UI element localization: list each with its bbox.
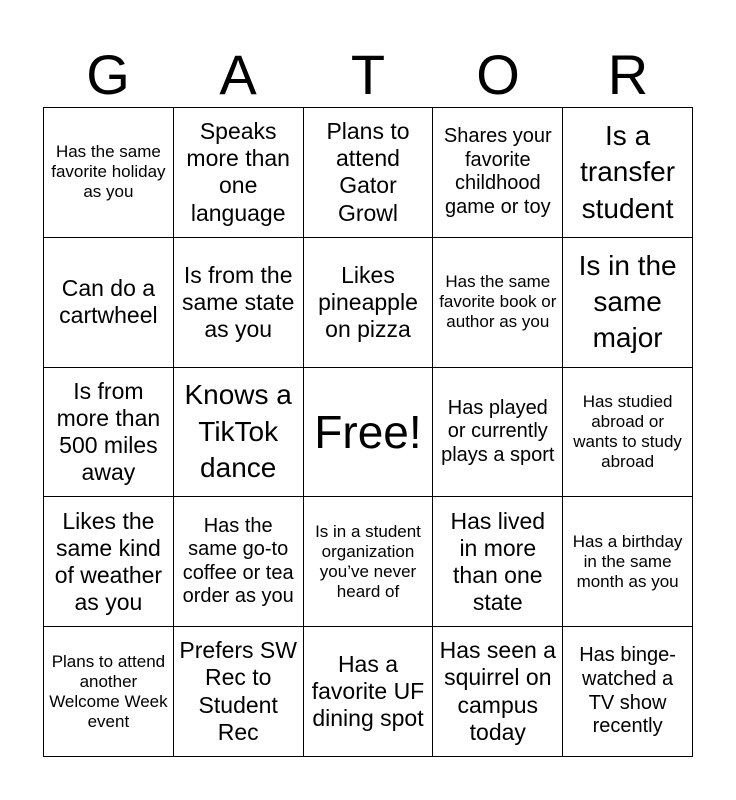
bingo-cell-text: Has a birthday in the same month as you <box>572 531 683 591</box>
bingo-cell[interactable] <box>563 238 693 368</box>
bingo-cell-text: Is in the same major <box>578 249 677 354</box>
bingo-cell[interactable] <box>433 238 563 368</box>
bingo-cell[interactable] <box>433 368 563 498</box>
bingo-cell[interactable] <box>174 627 304 757</box>
bingo-cell[interactable] <box>174 497 304 627</box>
bingo-cell-text: Has the same go-to coffee or tea order as you <box>182 514 294 608</box>
bingo-cell[interactable] <box>174 238 304 368</box>
bingo-cell[interactable] <box>563 627 693 757</box>
header-letter-o: O <box>476 43 520 106</box>
bingo-cell[interactable] <box>174 368 304 498</box>
bingo-cell[interactable] <box>304 108 434 238</box>
bingo-cell[interactable] <box>433 108 563 238</box>
bingo-cell-text: Shares your favorite childhood game or toy <box>443 125 552 218</box>
bingo-cell[interactable] <box>44 368 174 498</box>
bingo-cell[interactable] <box>44 627 174 757</box>
bingo-cell-text: Knows a TikTok dance <box>184 379 292 484</box>
bingo-cell[interactable] <box>304 238 434 368</box>
bingo-cell-text: Prefers SW Rec to Student Rec <box>179 637 297 745</box>
bingo-cell-text: Has the same favorite holiday as you <box>51 142 166 202</box>
bingo-cell-text: Is from the same state as you <box>181 261 295 342</box>
bingo-cell-text: Likes the same kind of weather as you <box>54 507 163 615</box>
header-letter-a: A <box>219 43 257 106</box>
bingo-cell-text: Has the same favorite book or author as you <box>439 272 557 332</box>
bingo-cell[interactable] <box>304 627 434 757</box>
bingo-cell-text: Is in a student organization you’ve never heard of <box>315 521 421 601</box>
bingo-cell-text: Is from more than 500 miles away <box>56 377 161 486</box>
bingo-cell-text: Speaks more than one language <box>186 118 290 226</box>
bingo-cell[interactable] <box>44 497 174 627</box>
bingo-cell[interactable] <box>433 497 563 627</box>
bingo-cell[interactable] <box>174 108 304 238</box>
bingo-cell[interactable] <box>563 368 693 498</box>
bingo-cell-text: Has studied abroad or wants to study abroad <box>573 391 682 472</box>
bingo-cell-text: Has binge-watched a TV show recently <box>579 644 676 738</box>
bingo-cell-text: Has seen a squirrel on campus today <box>439 637 556 745</box>
bingo-grid <box>43 107 693 757</box>
bingo-cell-text: Has played or currently plays a sport <box>441 396 555 466</box>
header-letter-g: G <box>86 43 130 106</box>
bingo-cell-text: Can do a cartwheel <box>59 275 158 329</box>
free-space-cell[interactable] <box>304 368 434 498</box>
bingo-cell-text: Has a favorite UF dining spot <box>311 650 425 732</box>
bingo-cell-text: Likes pineapple on pizza <box>318 261 418 342</box>
bingo-header <box>43 42 693 108</box>
bingo-cell[interactable] <box>304 497 434 627</box>
bingo-cell-text: Plans to attend another Welcome Week event <box>49 651 168 731</box>
bingo-cell-text: Has lived in more than one state <box>450 507 546 615</box>
bingo-cell-text: Is a transfer student <box>580 119 676 224</box>
bingo-cell[interactable] <box>563 108 693 238</box>
bingo-cell[interactable] <box>563 497 693 627</box>
header-letter-r: R <box>607 43 649 106</box>
bingo-cell-text: Plans to attend Gator Growl <box>326 118 410 226</box>
header-letter-t: T <box>350 43 386 106</box>
bingo-cell[interactable] <box>433 627 563 757</box>
bingo-cell[interactable] <box>44 108 174 238</box>
bingo-cell[interactable] <box>44 238 174 368</box>
bingo-cell-text: Free! <box>314 405 422 458</box>
